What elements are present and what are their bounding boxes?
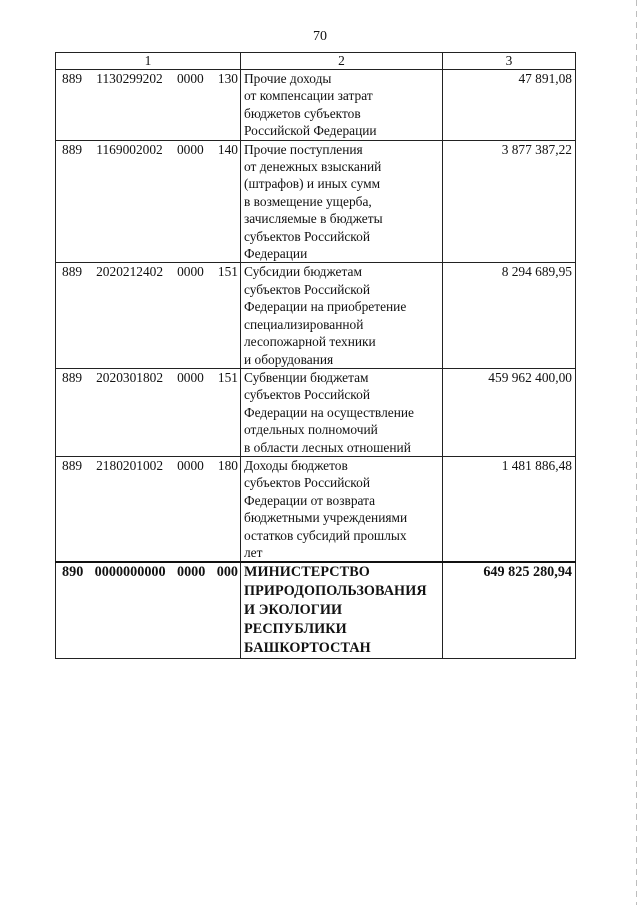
revenue-name: Прочие поступления от денежных взысканий (штрафов) и иных сумм в возмещение ущерба, зачисляемые в бюджеты субъектов Российской Федерации — [244, 141, 383, 262]
revenue-amount: 3 877 387,22 — [501, 141, 572, 157]
admin-code: 889 — [62, 141, 83, 157]
admin-code: 889 — [62, 369, 83, 385]
name-cell — [241, 70, 443, 141]
kind-code: 151 — [217, 369, 238, 385]
subtype-code: 0000 — [177, 369, 204, 385]
revenue-amount: 1 481 886,48 — [501, 457, 572, 473]
revenue-code: 2180201002 — [96, 457, 164, 473]
amount-cell — [443, 456, 576, 562]
revenue-code: 1169002002 — [96, 141, 163, 157]
column-header-3: 3 — [443, 53, 576, 70]
revenue-code: 2020212402 — [96, 264, 164, 280]
ministry-name: МИНИСТЕРСТВО ПРИРОДОПОЛЬЗОВАНИЯ И ЭКОЛОГИИ РЕСПУБЛИКИ БАШКОРТОСТАН — [244, 564, 427, 657]
name-cell — [241, 456, 443, 562]
kind-code: 140 — [217, 141, 238, 157]
column-header-1: 1 — [56, 53, 241, 70]
code-cell — [56, 263, 241, 368]
total-admin-code: 890 — [62, 564, 84, 581]
table-row — [56, 263, 576, 368]
table-row — [56, 368, 576, 456]
revenue-amount: 459 962 400,00 — [488, 369, 572, 385]
revenue-name: Прочие доходы от компенсации затрат бюджетов субъектов Российской Федерации — [244, 71, 377, 139]
table-row — [56, 70, 576, 141]
column-header-2: 2 — [241, 53, 443, 70]
budget-table — [55, 52, 576, 659]
subtype-code: 0000 — [177, 264, 204, 280]
revenue-name: Субсидии бюджетам субъектов Российской Федерации на приобретение специализированной лесопожарной техники и оборудования — [244, 264, 407, 367]
revenue-name: Доходы бюджетов субъектов Российской Федерации от возврата бюджетными учреждениями остатков субсидий прошлых лет — [244, 457, 408, 560]
name-cell — [241, 140, 443, 263]
kind-code: 180 — [217, 457, 238, 473]
name-cell — [241, 368, 443, 456]
code-cell — [56, 368, 241, 456]
amount-cell — [443, 70, 576, 141]
kind-code: 151 — [217, 264, 238, 280]
table-row — [56, 456, 576, 562]
name-cell — [241, 263, 443, 368]
revenue-code: 1130299202 — [96, 71, 163, 86]
scan-edge-mark — [636, 0, 637, 905]
code-cell — [56, 140, 241, 263]
code-cell — [56, 456, 241, 562]
kind-code: 130 — [217, 71, 238, 86]
subtype-code: 0000 — [176, 141, 204, 157]
code-cell — [56, 70, 241, 141]
subtype-code: 0000 — [176, 71, 204, 86]
total-code-cell — [56, 562, 241, 659]
admin-code: 889 — [62, 264, 83, 280]
page-number: 70 — [313, 29, 327, 44]
subtype-code: 0000 — [177, 457, 204, 473]
total-name-cell — [241, 562, 443, 659]
revenue-name: Субвенции бюджетам субъектов Российской Федерации на осуществление отдельных полномочий в области лесных отношений — [244, 369, 414, 455]
revenue-amount: 8 294 689,95 — [501, 264, 572, 280]
table-header-row — [56, 53, 576, 70]
amount-cell — [443, 140, 576, 263]
total-kind-code: 000 — [216, 564, 238, 581]
revenue-code: 2020301802 — [96, 369, 164, 385]
total-row — [56, 562, 576, 659]
admin-code: 889 — [62, 457, 83, 473]
admin-code: 889 — [62, 71, 83, 86]
total-subtype-code: 0000 — [176, 564, 206, 581]
amount-cell — [443, 263, 576, 368]
table-row — [56, 140, 576, 263]
revenue-amount: 47 891,08 — [518, 71, 572, 86]
total-amount-cell — [443, 562, 576, 659]
total-amount: 649 825 280,94 — [483, 564, 572, 581]
amount-cell — [443, 368, 576, 456]
total-revenue-code: 0000000000 — [94, 564, 166, 581]
